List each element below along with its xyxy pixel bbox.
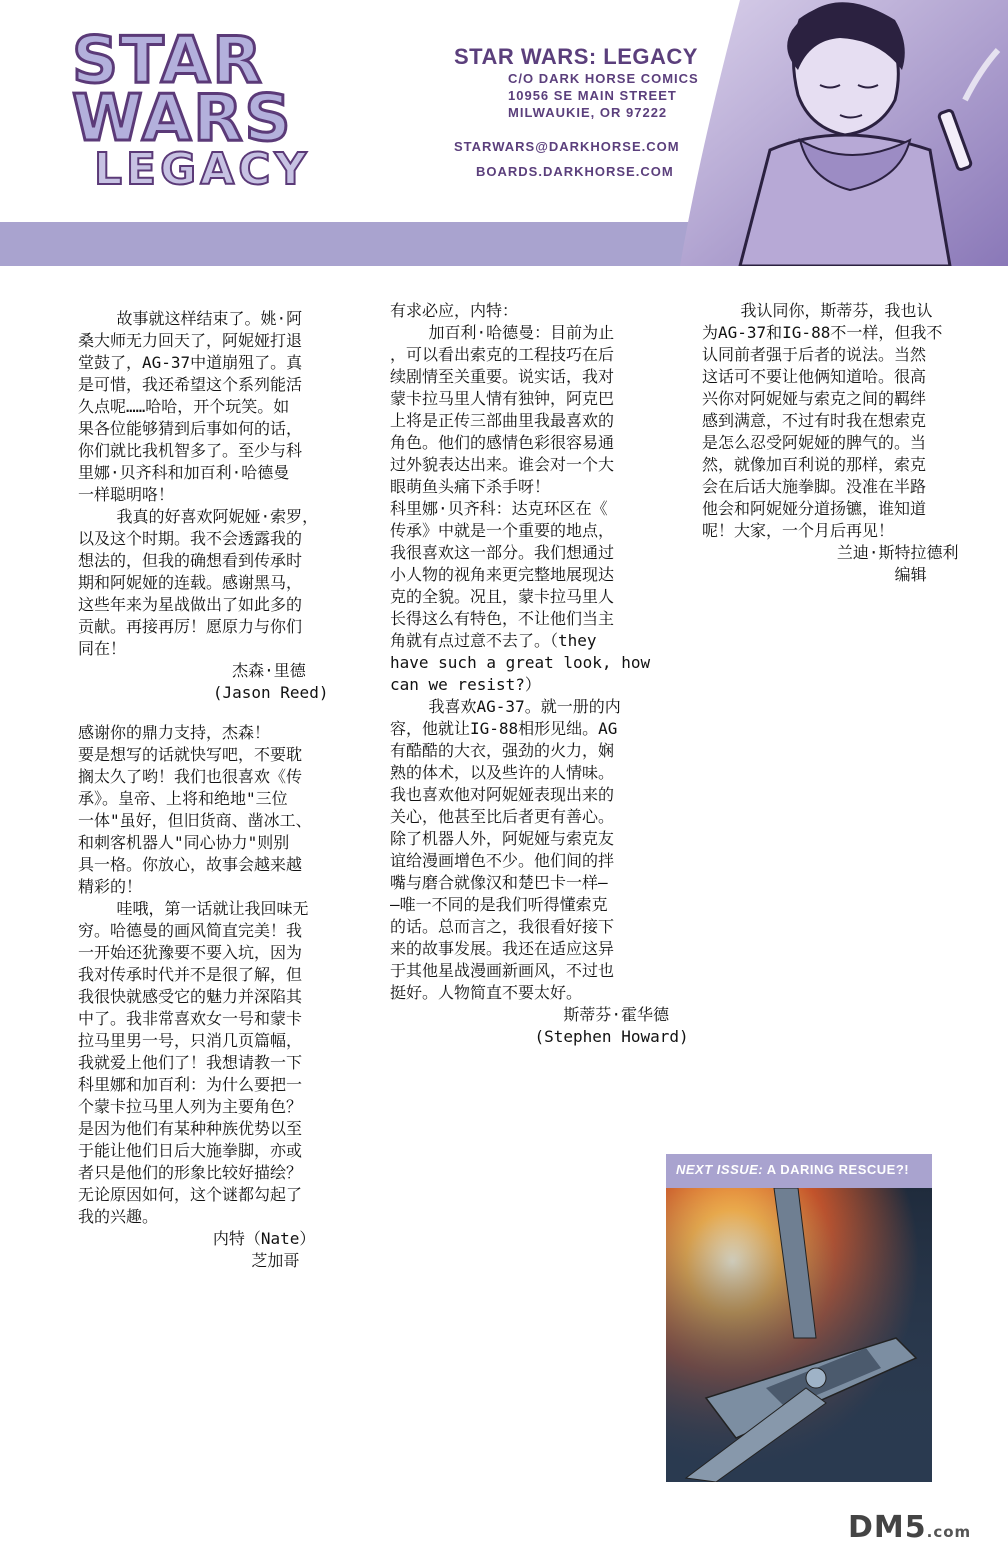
character-illustration bbox=[680, 0, 1008, 266]
email-address: STARWARS@DARKHORSE.COM bbox=[454, 139, 680, 154]
star-wars-legacy-logo bbox=[72, 24, 311, 195]
next-issue-prefix: NEXT ISSUE: bbox=[676, 1162, 764, 1177]
reply-and-letter-nate: 感谢你的鼎力支持，杰森！ 要是想写的话就快写吧，不要耽 搁太久了哟！我们也很喜欢《传 承》。皇帝、上将和绝地"三位 一体"虽好，但旧货商、凿冰工、 和刺客机器人"同心协力"则别 具一格。你放心，故事会越来越 精彩的！ 哇哦，第一话就让我回味无 穷。哈德曼的画风简直完美！我 一开始还犹豫要不要入坑，因为 我对传承时代并不是很了解，但 我很快就感受它的魅力并深陷其 中了。我非常喜欢女一号和蒙卡 拉马里男一号，只消几页篇幅， 我就爱上他们了！我想请教一下 科里娜和加百利：为什么要把一 个蒙卡拉马里人列为主要角色？ 是因为他们有某种种族优势以至 于能让他们日后大施拳脚，亦或 者只是他们的形象比较好描绘？ 无论原因如何，这个谜都勾起了 我的兴趣。 内特（Nate） 芝加哥 bbox=[78, 723, 316, 1270]
next-issue-cover-art bbox=[666, 1188, 932, 1482]
next-issue-preview bbox=[666, 1154, 932, 1482]
watermark-suffix: .com bbox=[926, 1523, 972, 1541]
editor-reply-randy-stradley: 我认同你，斯蒂芬，我也认 为AG-37和IG-88不一样，但我不 认同前者强于后者的说法。当然 这话可不要让他俩知道哈。很高 兴你对阿妮娅与索克之间的羁绊 感到满意，不过有时我在想索克 是怎么忍受阿妮娅的脾气的。当 然，就像加百利说的那样，索克 会在后话大施拳脚。没准在半路 他会和阿妮娅分道扬镳，谁知道 呢！大家，一个月后再见！ 兰迪·斯特拉德利 编辑 bbox=[702, 301, 959, 584]
next-issue-title: A DARING RESCUE?! bbox=[763, 1162, 910, 1177]
letter-jason-reed: 故事就这样结束了。姚·阿 桑大师无力回天了，阿妮娅打退 堂鼓了，AG-37中道崩殂了。真 是可惜，我还希望这个系列能活 久点呢……哈哈，开个玩笑。如 果各位能够猜到后事如何的话， 你们就比我机智多了。至少与科 里娜·贝齐科和加百利·哈德曼 一样聪明咯！ 我真的好喜欢阿妮娅·索罗， 以及这个时期。我不会透露我的 想法的，但我的确想看到传承时 期和阿妮娅的连载。感谢黑马， 这些年来为星战做出了如此多的 贡献。再接再厉！愿原力与你们 同在！ 杰森·里德 (Jason Reed) bbox=[78, 309, 329, 702]
logo-line-star: STAR bbox=[72, 24, 264, 98]
letters-title: STAR WARS: LEGACY bbox=[454, 44, 698, 69]
boards-url: BOARDS.DARKHORSE.COM bbox=[476, 164, 674, 179]
dm5-watermark bbox=[848, 1510, 971, 1545]
address-line-2: 10956 SE MAIN STREET bbox=[508, 88, 677, 103]
next-issue-label bbox=[676, 1162, 909, 1177]
watermark-text: DM5 bbox=[848, 1510, 927, 1545]
logo-line-legacy: LEGACY bbox=[94, 144, 311, 195]
letters-header bbox=[0, 0, 1008, 266]
address-line-1: C/O DARK HORSE COMICS bbox=[508, 71, 699, 86]
mailing-address bbox=[454, 44, 699, 179]
reply-and-letter-stephen-howard: 有求必应，内特： 加百利·哈德曼：目前为止 ，可以看出索克的工程技巧在后 续剧情至关重要。说实话，我对 蒙卡拉马里人情有独钟，阿克巴 上将是正传三部曲里我最喜欢的 角色。他们的感情色彩很容易通 过外貌表达出来。谁会对一个大 眼萌鱼头痛下杀手呀！ 科里娜·贝齐科：达克环区在《 传承》中就是一个重要的地点， 我很喜欢这一部分。我们想通过 小人物的视角来更完整地展现达 克的全貌。况且，蒙卡拉马里人 长得这么有特色，不让他们当主 角就有点过意不去了。（they have such a great look, how can we resist?） 我喜欢AG-37。就一册的内 容，他就让IG-88相形见绌。AG 有酷酷的大衣，强劲的火力，娴 熟的体术，以及些许的人情味。 我也喜欢他对阿妮娅表现出来的 关心，他甚至比后者更有善心。 除了机器人外，阿妮娅与索克友 谊给漫画增色不少。他们间的拌 嘴与磨合就像汉和楚巴卡一样— —唯一不同的是我们听得懂索克 的话。总而言之，我很看好接下 来的故事发展。我还在适应这异 于其他星战漫画新画风，不过也 挺好。人物简直不要太好。 斯蒂芬·霍华德 (Stephen Howard) bbox=[390, 301, 689, 1046]
logo-line-wars: WARS bbox=[72, 82, 293, 156]
address-line-3: MILWAUKIE, OR 97222 bbox=[508, 105, 668, 120]
